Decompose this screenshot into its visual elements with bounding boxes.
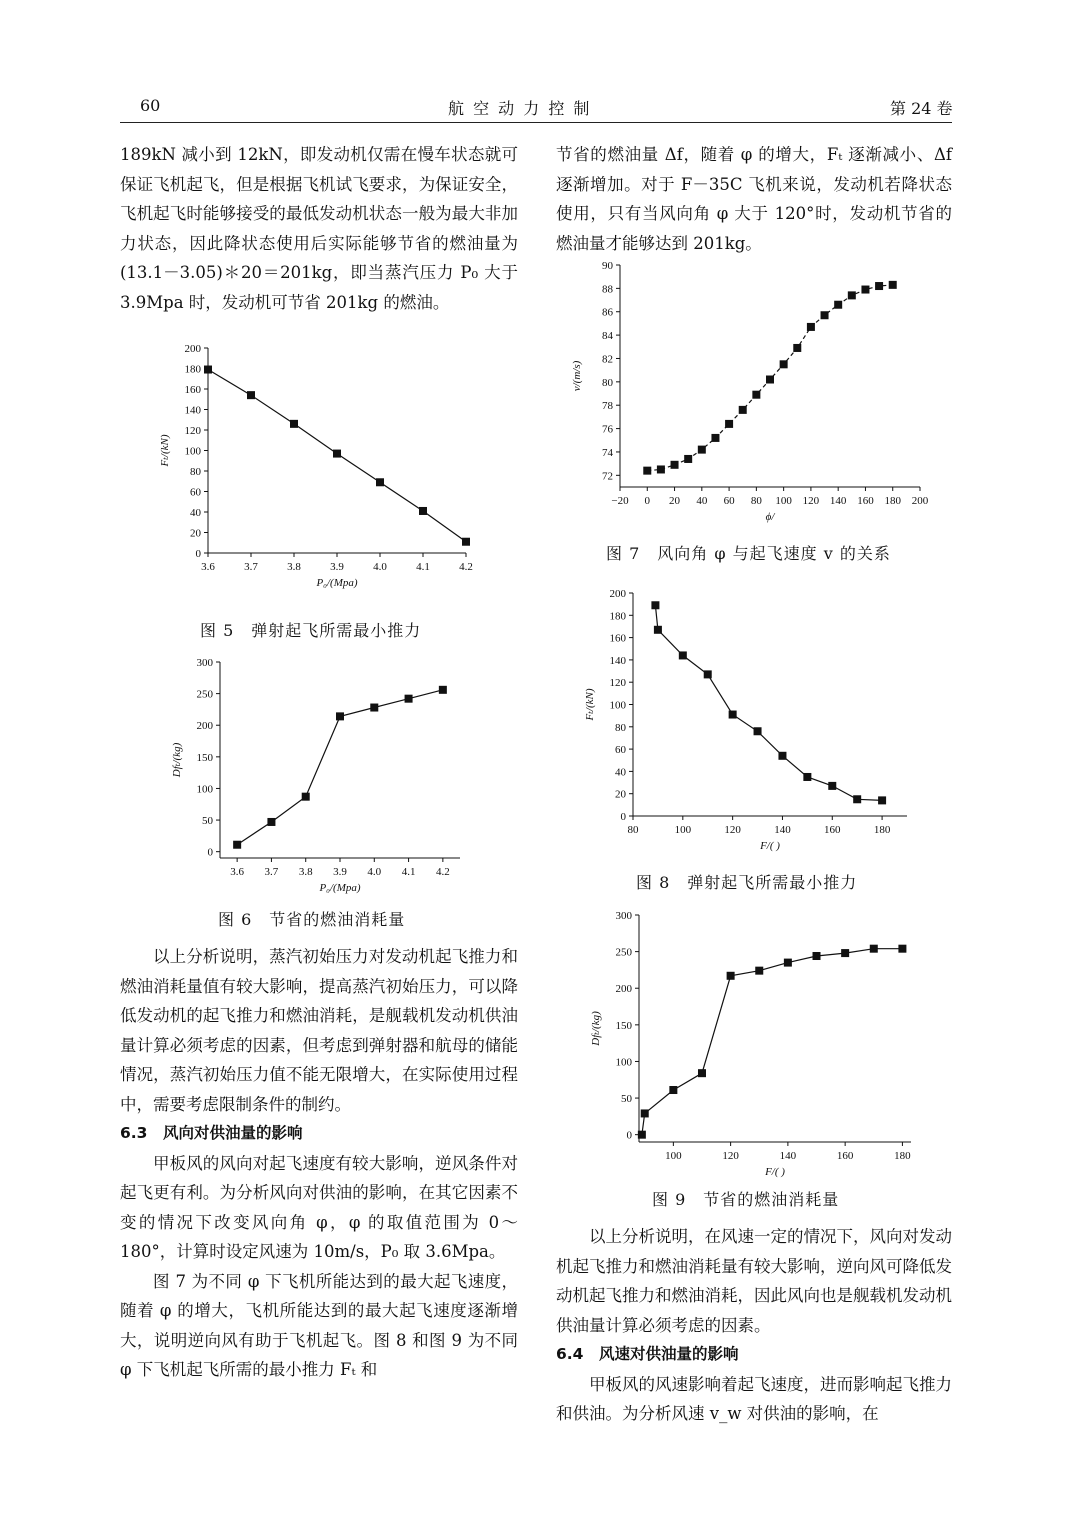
paragraph: 以上分析说明，蒸汽初始压力对发动机起飞推力和燃油消耗量值有较大影响，提高蒸汽初始压力，可以降低发动机的起飞推力和燃油消耗，是舰载机发动机供油量计算必须考虑的因素，但考虑到弹射器和航母的储能情况，蒸汽初始压力值不能无限增大，在实际使用过程中，需要考虑限制条件的制约。 — [120, 947, 518, 1114]
data-point — [698, 446, 706, 454]
fig5-caption: 图 5 弹射起飞所需最小推力 — [200, 621, 422, 640]
x-tick-label: 120 — [722, 1150, 739, 1162]
x-axis-label: P₀/(Mpa) — [319, 882, 361, 894]
y-axis-label: Fₜ/(kN) — [584, 688, 596, 721]
data-point — [725, 420, 733, 428]
x-tick-label: 180 — [873, 824, 891, 836]
paragraph: 节省的燃油量 Δf，随着 φ 的增大，Fₜ 逐渐减小、Δf 逐渐增加。对于 F－35C 飞机来说，发动机若降状态使用，只有当风向角 φ 大于 120°时，发动机节省的燃油量才能够达到 201kg。 — [556, 145, 952, 253]
x-tick-label: 3.9 — [333, 866, 347, 878]
y-tick-label: 180 — [609, 610, 626, 623]
x-axis-label: F/( ) — [765, 1166, 785, 1178]
x-tick-label: 140 — [779, 1150, 797, 1162]
data-point — [766, 376, 774, 384]
data-point — [302, 793, 310, 801]
y-tick-label: 300 — [615, 910, 632, 922]
y-tick-label: 150 — [196, 751, 213, 764]
fig7-caption: 图 7 风向角 φ 与起飞速度 v 的关系 — [606, 544, 891, 563]
data-point — [861, 286, 869, 294]
y-tick-label: 74 — [602, 446, 613, 459]
y-tick-label: 200 — [196, 720, 213, 733]
data-point — [247, 391, 255, 399]
y-tick-label: 100 — [184, 445, 201, 458]
y-tick-label: 120 — [184, 425, 201, 437]
x-tick-label: 120 — [724, 824, 741, 836]
y-tick-label: 0 — [626, 1129, 632, 1142]
data-point — [754, 727, 762, 735]
y-tick-label: 160 — [609, 632, 626, 645]
y-axis-label: Fₜ/(kN) — [159, 434, 171, 467]
x-tick-label: 4.2 — [435, 866, 450, 878]
y-tick-label: 50 — [202, 815, 213, 828]
y-tick-label: 50 — [621, 1093, 632, 1106]
y-tick-label: 80 — [190, 466, 201, 478]
data-point — [780, 360, 788, 368]
y-tick-label: 200 — [609, 588, 626, 600]
x-tick-label: 3.8 — [298, 866, 313, 878]
y-tick-label: 140 — [184, 404, 201, 417]
page-number: 60 — [140, 96, 161, 115]
data-point — [290, 420, 298, 428]
data-point — [439, 686, 447, 694]
y-tick-label: 80 — [602, 376, 613, 389]
data-point — [657, 465, 665, 473]
y-tick-label: 0 — [195, 548, 201, 560]
y-tick-label: 82 — [602, 353, 613, 366]
x-tick-label: 100 — [775, 495, 792, 507]
paragraph: 189kN 减小到 12kN，即发动机仅需在慢车状态就可保证飞机起飞，但是根据飞机试飞要求，为保证安全，飞机起飞时能够接受的最低发动机状态一般为最大非加力状态，因此降状态使用后实际能够节省的燃油量为(13.1－3.05)＊20＝201kg，即当蒸汽压力 P₀ 大于 3.9Mpa 时，发动机可节省 201kg 的燃油。 — [120, 145, 518, 312]
y-tick-label: 140 — [609, 654, 626, 667]
data-point — [370, 704, 378, 712]
x-tick-label: 180 — [884, 495, 901, 507]
data-point — [848, 291, 856, 299]
data-point — [376, 478, 384, 486]
data-point — [778, 752, 786, 760]
y-tick-label: 60 — [615, 744, 626, 757]
data-point — [267, 818, 275, 826]
data-point — [729, 711, 737, 719]
data-point — [643, 467, 651, 475]
x-tick-label: 160 — [824, 824, 841, 836]
x-tick-label: 3.7 — [264, 866, 279, 878]
y-axis-label: Dfₜ/(kg) — [590, 1011, 602, 1046]
data-point — [711, 434, 719, 442]
data-point — [405, 695, 413, 703]
data-point — [669, 1086, 677, 1094]
data-point — [793, 344, 801, 352]
paragraph: 甲板风的风速影响着起飞速度，进而影响起飞推力和供油。为分析风速 v_w 对供油的影响，在 — [556, 1374, 952, 1423]
y-tick-label: 300 — [196, 657, 213, 669]
data-point — [419, 507, 427, 515]
y-tick-label: 90 — [602, 260, 613, 272]
y-tick-label: 86 — [602, 306, 613, 319]
paragraph: 甲板风的风向对起飞速度有较大影响，逆风条件对起飞更有利。为分析风向对供油的影响，在其它因素不变的情况下改变风向角 φ，φ 的取值范围为 0～180°，计算时设定风速为 10m/s，P₀ 取 3.6Mpa。 — [120, 1153, 518, 1261]
data-point — [878, 796, 886, 804]
x-tick-label: 80 — [750, 495, 762, 507]
section-heading: 6.4 风速对供油量的影响 — [556, 1345, 739, 1363]
fig7-chart — [560, 258, 940, 528]
section-heading: 6.3 风向对供油量的影响 — [120, 1124, 303, 1142]
header-rule — [120, 122, 952, 123]
x-tick-label: −20 — [611, 495, 629, 507]
y-tick-label: 88 — [602, 283, 613, 296]
y-tick-label: 180 — [184, 363, 201, 376]
x-tick-label: 200 — [911, 495, 929, 507]
data-point — [638, 1131, 646, 1139]
series-line — [642, 949, 903, 1135]
data-point — [807, 323, 815, 331]
data-point — [679, 651, 687, 659]
fig6-caption: 图 6 节省的燃油消耗量 — [218, 910, 406, 929]
y-tick-label: 100 — [609, 699, 626, 712]
x-tick-label: 4.1 — [401, 866, 416, 878]
y-tick-label: 120 — [609, 677, 626, 690]
x-tick-label: 80 — [627, 824, 639, 836]
x-tick-label: 3.6 — [230, 866, 245, 878]
y-tick-label: 100 — [615, 1056, 632, 1069]
y-tick-label: 72 — [602, 470, 613, 483]
data-point — [834, 301, 842, 309]
data-point — [821, 311, 829, 319]
y-tick-label: 76 — [602, 423, 613, 436]
x-tick-label: 0 — [644, 495, 651, 507]
x-tick-label: 160 — [857, 495, 874, 507]
y-tick-label: 84 — [602, 330, 613, 343]
x-tick-label: 100 — [665, 1150, 682, 1162]
x-tick-label: 3.6 — [201, 561, 215, 573]
x-tick-label: 4.1 — [416, 561, 430, 573]
data-point — [233, 841, 241, 849]
data-point — [898, 945, 906, 953]
data-point — [651, 601, 659, 609]
x-tick-label: 180 — [894, 1150, 911, 1162]
fig5-chart — [150, 340, 480, 610]
x-tick-label: 3.9 — [330, 561, 344, 573]
y-tick-label: 20 — [190, 527, 201, 540]
data-point — [727, 972, 735, 980]
fig9-caption: 图 9 节省的燃油消耗量 — [652, 1190, 840, 1209]
data-point — [641, 1109, 649, 1117]
fig6-chart — [150, 655, 480, 900]
fig8-caption: 图 8 弹射起飞所需最小推力 — [636, 873, 858, 892]
paragraph: 以上分析说明，在风速一定的情况下，风向对发动机起飞推力和燃油消耗量有较大影响，逆向风可降低发动机起飞推力和燃油消耗，因此风向也是舰载机发动机供油量计算必须考虑的因素。 — [556, 1227, 952, 1335]
data-point — [671, 461, 679, 469]
data-point — [803, 773, 811, 781]
y-tick-label: 0 — [207, 846, 213, 859]
data-point — [704, 670, 712, 678]
series-line — [655, 605, 882, 800]
y-tick-label: 20 — [615, 788, 626, 801]
x-axis-label: ϕ/ — [765, 511, 775, 523]
data-point — [828, 782, 836, 790]
data-point — [841, 949, 849, 957]
data-point — [755, 967, 763, 975]
y-tick-label: 150 — [615, 1019, 632, 1032]
data-point — [813, 952, 821, 960]
y-tick-label: 60 — [190, 486, 201, 499]
x-tick-label: 3.7 — [244, 561, 258, 573]
data-point — [875, 282, 883, 290]
data-point — [889, 281, 897, 289]
left-text-bottom — [120, 942, 518, 1385]
data-point — [739, 406, 747, 414]
right-text-top — [556, 140, 952, 258]
x-tick-label: 60 — [723, 495, 735, 507]
y-tick-label: 40 — [190, 507, 201, 519]
data-point — [654, 626, 662, 634]
data-point — [853, 795, 861, 803]
left-text-top — [120, 140, 518, 317]
fig8-chart — [565, 585, 925, 850]
x-tick-label: 100 — [674, 824, 692, 836]
y-tick-label: 40 — [615, 766, 626, 779]
x-tick-label: 120 — [802, 495, 820, 507]
x-tick-label: 140 — [774, 824, 791, 836]
x-tick-label: 40 — [696, 495, 708, 507]
y-tick-label: 200 — [184, 343, 201, 355]
x-tick-label: 3.8 — [287, 561, 301, 573]
x-tick-label: 4.0 — [373, 561, 387, 573]
data-point — [752, 391, 760, 399]
x-axis-label: P₀/(Mpa) — [316, 577, 358, 589]
y-tick-label: 0 — [620, 811, 626, 823]
data-point — [336, 712, 344, 720]
y-axis-label: v/(m/s) — [571, 360, 583, 392]
x-axis-label: F/( ) — [760, 840, 780, 852]
data-point — [333, 450, 341, 458]
data-point — [784, 959, 792, 967]
data-point — [870, 945, 878, 953]
x-tick-label: 4.2 — [459, 561, 473, 573]
y-tick-label: 160 — [184, 384, 201, 396]
data-point — [698, 1069, 706, 1077]
x-tick-label: 140 — [829, 495, 847, 507]
x-tick-label: 4.0 — [367, 866, 382, 878]
journal-title: 航 空 动 力 控 制 — [448, 99, 592, 118]
fig9-chart — [565, 905, 925, 1180]
data-point — [684, 455, 692, 463]
paragraph: 图 7 为不同 φ 下飞机所能达到的最大起飞速度，随着 φ 的增大，飞机所能达到的最大起飞速度逐渐增大，说明逆向风有助于飞机起飞。图 8 和图 9 为不同 φ 下飞机起飞所需的最小推力 Fₜ 和 — [120, 1271, 518, 1379]
x-tick-label: 160 — [836, 1150, 854, 1162]
x-tick-label: 20 — [669, 495, 681, 507]
y-tick-label: 100 — [196, 783, 213, 796]
y-tick-label: 200 — [615, 983, 632, 996]
data-point — [204, 366, 212, 374]
right-text-bottom — [556, 1222, 952, 1429]
y-tick-label: 250 — [196, 688, 213, 701]
y-tick-label: 250 — [615, 946, 632, 959]
y-axis-label: Dfₜ/(kg) — [171, 742, 183, 778]
y-tick-label: 78 — [602, 400, 613, 413]
data-point — [462, 538, 470, 546]
y-tick-label: 80 — [615, 721, 626, 734]
volume-label: 第 24 卷 — [890, 99, 953, 118]
